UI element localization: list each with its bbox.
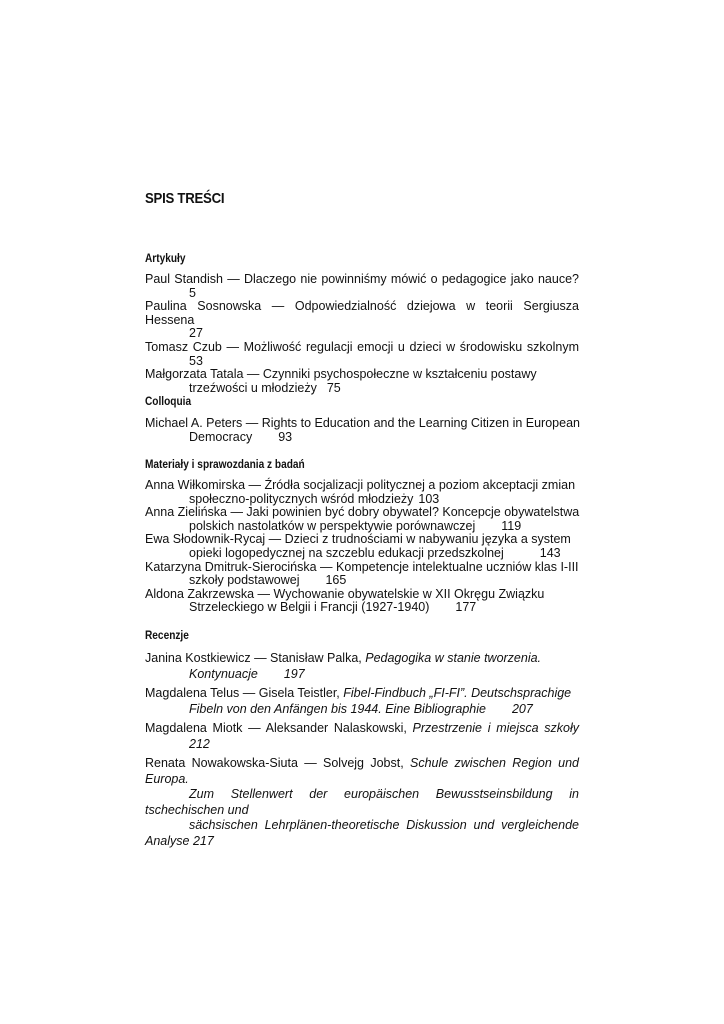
page-number: 75 [326, 380, 341, 395]
page-number: 217 [192, 833, 214, 848]
toc-entry[interactable]: Paulina Sosnowska — Odpowiedzialność dziejowa w teorii Sergiusza Hessena 27 [145, 299, 579, 341]
toc-entry[interactable]: Renata Nowakowska-Siuta — Solvejg Jobst, Schule zwischen Region und Europa. Zum Stellenwert der europäischen Bewusstseinsbildung in tschechischen und sächsischen Lehrplänen-theoretische Diskussion und vergleichende Analyse 217 [145, 756, 579, 848]
toc-entry[interactable]: Tomasz Czub — Możliwość regulacji emocji u dzieci w środowisku szkolnym 53 [145, 339, 579, 368]
toc-entry[interactable]: Anna Wiłkomirska — Źródła socjalizacji politycznej a poziom akceptacji zmian społeczno-politycznych wśród młodzieży 103 [145, 478, 576, 506]
toc-entry[interactable]: Paul Standish — Dlaczego nie powinniśmy mówić o pedagogice jako nauce? 5 [145, 272, 579, 300]
page-number: 165 [325, 573, 347, 588]
section-heading-recenzje: Recenzje [145, 630, 189, 642]
page-number: 197 [283, 666, 305, 681]
page-number: 119 [501, 518, 522, 533]
section-artykuly [145, 273, 579, 395]
toc-entry[interactable]: Magdalena Telus — Gisela Teistler, Fibel-Findbuch „FI-FI”. Deutschsprachige Fibeln von den Anfängen bis 1944. Eine Bibliographie 207 [145, 686, 572, 716]
toc-entry[interactable]: Małgorzata Tatala — Czynniki psychospołeczne w kształceniu postawy trzeźwości u młodzieży 75 [145, 367, 537, 395]
page-title: SPIS TREŚCI [145, 190, 225, 207]
page-number: 103 [418, 491, 440, 506]
table-of-contents-page [145, 0, 579, 1024]
toc-entry[interactable]: Janina Kostkiewicz — Stanisław Palka, Pedagogika w stanie tworzenia. Kontynuacje 197 [145, 651, 542, 681]
toc-entry[interactable]: Aldona Zakrzewska — Wychowanie obywatelskie w XII Okręgu Związku Strzeleckiego w Belgii i Francji (1927-1940) 177 [145, 586, 545, 615]
toc-entry[interactable]: Anna Zielińska — Jaki powinien być dobry obywatel? Koncepcje obywatelstwa polskich nastolatków w perspektywie porównawczej 119 [145, 505, 580, 533]
section-heading-colloquia: Colloquia [145, 396, 192, 408]
toc-entry[interactable]: Michael A. Peters — Rights to Education and the Learning Citizen in European Democracy 93 [145, 416, 580, 444]
toc-entry[interactable]: Magdalena Miotk — Aleksander Nalaskowski, Przestrzenie i miejsca szkoły 212 [145, 721, 579, 751]
page-number: 177 [455, 600, 477, 615]
section-materialy [145, 479, 579, 615]
toc-entry[interactable]: Katarzyna Dmitruk-Sierocińska — Kompetencje intelektualne uczniów klas I-III szkoły podstawowej 165 [145, 559, 579, 588]
section-heading-materialy: Materiały i sprawozdania z badań [145, 459, 305, 471]
page-number: 143 [539, 545, 561, 560]
section-colloquia [145, 417, 579, 444]
page-number: 207 [511, 701, 533, 716]
page-number: 212 [189, 736, 210, 751]
page-number: 93 [278, 429, 293, 444]
section-heading-artykuly: Artykuły [145, 253, 186, 265]
section-recenzje [145, 651, 579, 853]
toc-entry[interactable]: Ewa Słodownik-Rycaj — Dzieci z trudnościami w nabywaniu języka a system opieki logopedycznej na szczeblu edukacji przedszkolnej 143 [145, 532, 571, 560]
